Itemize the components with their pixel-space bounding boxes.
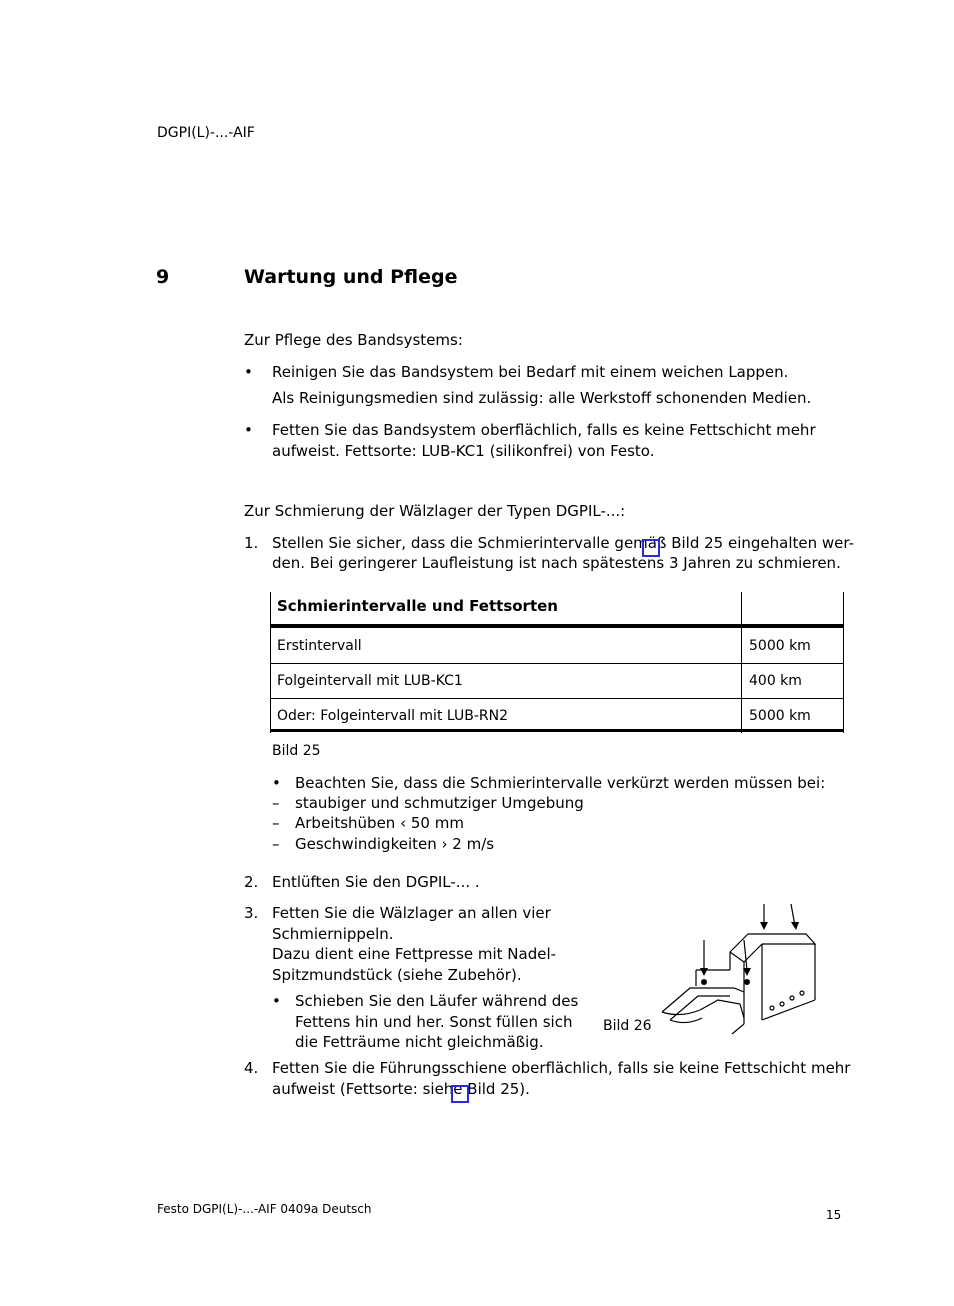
table-row-label: Erstintervall xyxy=(277,638,362,654)
table-row-label: Oder: Folgeintervall mit LUB-RN2 xyxy=(277,708,508,724)
step-3-number: 3. xyxy=(244,904,259,922)
cross-reference-link[interactable] xyxy=(642,539,660,557)
care-bullet-2-line-1: Fetten Sie das Bandsystem oberflächlich, falls es keine Fettschicht mehr xyxy=(272,421,816,439)
bullet-mark: • xyxy=(272,774,281,792)
note-item: Arbeitshüben ‹ 50 mm xyxy=(295,814,464,832)
step-3-bullet-line: die Fetträume nicht gleichmäßig. xyxy=(295,1033,544,1051)
step-4-number: 4. xyxy=(244,1059,259,1077)
page-number: 15 xyxy=(826,1208,842,1222)
table-row-value: 400 km xyxy=(749,673,802,689)
footer-document-info: Festo DGPI(L)-...-AIF 0409a Deutsch xyxy=(157,1202,372,1216)
doc-header: DGPI(L)-...-AIF xyxy=(157,125,255,141)
dash-mark: – xyxy=(272,814,280,832)
figure-caption: Bild 26 xyxy=(603,1018,652,1034)
step-2-text: Entlüften Sie den DGPIL-... . xyxy=(272,873,480,891)
step-2-number: 2. xyxy=(244,873,259,891)
table-header: Schmierintervalle und Fettsorten xyxy=(277,597,558,615)
step-3-line: Fetten Sie die Wälzlager an allen vier xyxy=(272,904,551,922)
section-number: 9 xyxy=(156,266,170,288)
slide-lubrication-figure xyxy=(660,900,820,1040)
table-row-value: 5000 km xyxy=(749,638,811,654)
step-1-line-2: den. Bei geringerer Laufleistung ist nach spätestens 3 Jahren zu schmieren. xyxy=(272,554,841,572)
note-item: staubiger und schmutziger Umgebung xyxy=(295,794,584,812)
step-4-line-1: Fetten Sie die Führungsschiene oberflächlich, falls sie keine Fettschicht mehr xyxy=(272,1059,851,1077)
lubrication-intro: Zur Schmierung der Wälzlager der Typen DGPIL-...: xyxy=(244,502,626,520)
bullet-mark: • xyxy=(244,363,253,381)
table-rule xyxy=(270,698,844,699)
cross-reference-link[interactable] xyxy=(451,1085,469,1103)
dash-mark: – xyxy=(272,794,280,812)
table-rule xyxy=(270,624,844,628)
step-1-line-1: Stellen Sie sicher, dass die Schmierintervalle gemäß Bild 25 eingehalten wer- xyxy=(272,534,854,552)
table-rule xyxy=(270,663,844,664)
bullet-mark: • xyxy=(244,421,253,439)
table-row-label: Folgeintervall mit LUB-KC1 xyxy=(277,673,463,689)
care-bullet-1-line-1: Reinigen Sie das Bandsystem bei Bedarf mit einem weichen Lappen. xyxy=(272,363,789,381)
table-caption: Bild 25 xyxy=(272,743,321,759)
step-3-line: Schmiernippeln. xyxy=(272,925,394,943)
step-3-line: Dazu dient eine Fettpresse mit Nadel- xyxy=(272,945,557,963)
lubrication-interval-table xyxy=(270,592,844,733)
table-rule xyxy=(270,729,844,732)
care-bullet-2-line-2: aufweist. Fettsorte: LUB-KC1 (silikonfrei) von Festo. xyxy=(272,442,655,460)
section-title: Wartung und Pflege xyxy=(244,266,458,288)
step-3-bullet-line: Schieben Sie den Läufer während des xyxy=(295,992,579,1010)
note-bullet: Beachten Sie, dass die Schmierintervalle verkürzt werden müssen bei: xyxy=(295,774,826,792)
dash-mark: – xyxy=(272,835,280,853)
table-row-value: 5000 km xyxy=(749,708,811,724)
care-intro: Zur Pflege des Bandsystems: xyxy=(244,331,463,349)
care-bullet-1-line-2: Als Reinigungsmedien sind zulässig: alle Werkstoff schonenden Medien. xyxy=(272,389,812,407)
note-item: Geschwindigkeiten › 2 m/s xyxy=(295,835,495,853)
step-3-bullet-line: Fettens hin und her. Sonst füllen sich xyxy=(295,1013,573,1031)
bullet-mark: • xyxy=(272,992,281,1010)
step-4-line-2: aufweist (Fettsorte: siehe Bild 25). xyxy=(272,1080,530,1098)
step-3-line: Spitzmundstück (siehe Zubehör). xyxy=(272,966,522,984)
step-1-number: 1. xyxy=(244,534,259,552)
